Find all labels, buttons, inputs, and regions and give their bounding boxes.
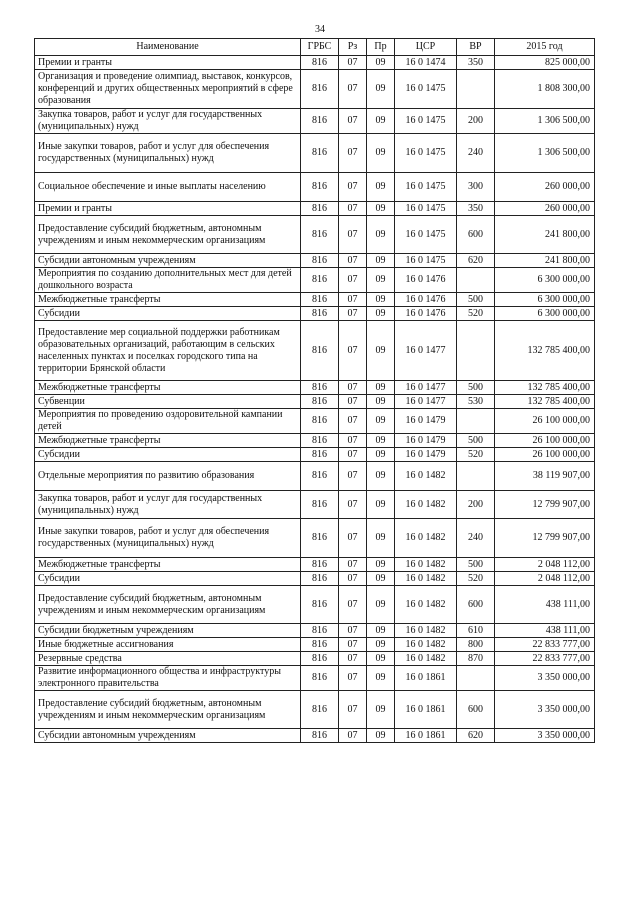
- cell-rz: 07: [339, 638, 367, 652]
- table-row: [35, 729, 595, 743]
- cell-vr: 350: [457, 56, 495, 70]
- cell-rz: 07: [339, 268, 367, 293]
- cell-pr: 09: [367, 462, 395, 491]
- cell-rz: 07: [339, 216, 367, 254]
- cell-csr: 16 0 1477: [395, 395, 457, 409]
- table-row: [35, 70, 595, 109]
- cell-csr: 16 0 1476: [395, 268, 457, 293]
- table-header-row: [35, 39, 595, 56]
- cell-name: Отдельные мероприятия по развитию образования: [35, 462, 301, 491]
- cell-name: Премии и гранты: [35, 202, 301, 216]
- cell-name: Предоставление субсидий бюджетным, автономным учреждениям и иным некоммерческим организациям: [35, 216, 301, 254]
- cell-csr: 16 0 1482: [395, 652, 457, 666]
- cell-grbs: 816: [301, 321, 339, 381]
- cell-vr: 240: [457, 519, 495, 558]
- header-year: 2015 год: [495, 39, 595, 56]
- cell-amount: 825 000,00: [495, 56, 595, 70]
- cell-rz: 07: [339, 729, 367, 743]
- table-row: [35, 624, 595, 638]
- cell-grbs: 816: [301, 666, 339, 691]
- cell-pr: 09: [367, 254, 395, 268]
- cell-rz: 07: [339, 173, 367, 202]
- cell-vr: [457, 409, 495, 434]
- table-row: [35, 268, 595, 293]
- cell-amount: 132 785 400,00: [495, 381, 595, 395]
- cell-csr: 16 0 1475: [395, 216, 457, 254]
- header-pr: Пр: [367, 39, 395, 56]
- cell-pr: 09: [367, 173, 395, 202]
- cell-amount: 26 100 000,00: [495, 409, 595, 434]
- cell-amount: 26 100 000,00: [495, 448, 595, 462]
- cell-pr: 09: [367, 293, 395, 307]
- cell-csr: 16 0 1474: [395, 56, 457, 70]
- cell-csr: 16 0 1475: [395, 134, 457, 173]
- cell-csr: 16 0 1475: [395, 173, 457, 202]
- cell-grbs: 816: [301, 558, 339, 572]
- cell-amount: 12 799 907,00: [495, 519, 595, 558]
- cell-name: Субсидии бюджетным учреждениям: [35, 624, 301, 638]
- table-row: [35, 202, 595, 216]
- cell-csr: 16 0 1861: [395, 729, 457, 743]
- cell-amount: 260 000,00: [495, 173, 595, 202]
- cell-rz: 07: [339, 321, 367, 381]
- cell-grbs: 816: [301, 691, 339, 729]
- cell-vr: 520: [457, 448, 495, 462]
- cell-rz: 07: [339, 558, 367, 572]
- cell-vr: 600: [457, 691, 495, 729]
- cell-csr: 16 0 1482: [395, 572, 457, 586]
- cell-rz: 07: [339, 395, 367, 409]
- cell-vr: 520: [457, 307, 495, 321]
- cell-amount: 3 350 000,00: [495, 691, 595, 729]
- cell-rz: 07: [339, 56, 367, 70]
- cell-pr: 09: [367, 109, 395, 134]
- cell-amount: 2 048 112,00: [495, 558, 595, 572]
- cell-name: Межбюджетные трансферты: [35, 558, 301, 572]
- cell-pr: 09: [367, 434, 395, 448]
- cell-csr: 16 0 1477: [395, 321, 457, 381]
- cell-csr: 16 0 1861: [395, 691, 457, 729]
- cell-vr: 500: [457, 293, 495, 307]
- cell-rz: 07: [339, 572, 367, 586]
- cell-vr: 530: [457, 395, 495, 409]
- cell-amount: 438 111,00: [495, 586, 595, 624]
- cell-grbs: 816: [301, 307, 339, 321]
- cell-name: Субсидии автономным учреждениям: [35, 254, 301, 268]
- cell-rz: 07: [339, 381, 367, 395]
- cell-rz: 07: [339, 202, 367, 216]
- cell-csr: 16 0 1477: [395, 381, 457, 395]
- cell-pr: 09: [367, 268, 395, 293]
- cell-pr: 09: [367, 307, 395, 321]
- cell-rz: 07: [339, 307, 367, 321]
- header-name: Наименование: [35, 39, 301, 56]
- table-row: [35, 254, 595, 268]
- cell-csr: 16 0 1479: [395, 434, 457, 448]
- cell-csr: 16 0 1861: [395, 666, 457, 691]
- cell-grbs: 816: [301, 491, 339, 519]
- cell-amount: 1 808 300,00: [495, 70, 595, 109]
- cell-grbs: 816: [301, 638, 339, 652]
- cell-rz: 07: [339, 254, 367, 268]
- table-row: [35, 572, 595, 586]
- cell-csr: 16 0 1475: [395, 109, 457, 134]
- cell-name: Мероприятия по проведению оздоровительной кампании детей: [35, 409, 301, 434]
- cell-pr: 09: [367, 395, 395, 409]
- cell-name: Иные бюджетные ассигнования: [35, 638, 301, 652]
- cell-csr: 16 0 1482: [395, 491, 457, 519]
- cell-amount: 1 306 500,00: [495, 109, 595, 134]
- cell-amount: 22 833 777,00: [495, 638, 595, 652]
- cell-vr: 610: [457, 624, 495, 638]
- cell-grbs: 816: [301, 56, 339, 70]
- cell-pr: 09: [367, 519, 395, 558]
- cell-csr: 16 0 1482: [395, 624, 457, 638]
- cell-rz: 07: [339, 462, 367, 491]
- cell-amount: 132 785 400,00: [495, 321, 595, 381]
- cell-grbs: 816: [301, 448, 339, 462]
- cell-pr: 09: [367, 216, 395, 254]
- cell-pr: 09: [367, 691, 395, 729]
- table-row: [35, 434, 595, 448]
- table-row: [35, 409, 595, 434]
- cell-amount: 12 799 907,00: [495, 491, 595, 519]
- cell-grbs: 816: [301, 395, 339, 409]
- cell-rz: 07: [339, 134, 367, 173]
- cell-pr: 09: [367, 381, 395, 395]
- cell-amount: 132 785 400,00: [495, 395, 595, 409]
- cell-name: Иные закупки товаров, работ и услуг для обеспечения государственных (муниципальных) нужд: [35, 519, 301, 558]
- cell-grbs: 816: [301, 519, 339, 558]
- cell-amount: 26 100 000,00: [495, 434, 595, 448]
- cell-pr: 09: [367, 638, 395, 652]
- cell-grbs: 816: [301, 462, 339, 491]
- cell-grbs: 816: [301, 729, 339, 743]
- cell-vr: 500: [457, 558, 495, 572]
- cell-vr: [457, 666, 495, 691]
- cell-rz: 07: [339, 109, 367, 134]
- cell-csr: 16 0 1482: [395, 462, 457, 491]
- cell-csr: 16 0 1475: [395, 254, 457, 268]
- cell-grbs: 816: [301, 409, 339, 434]
- cell-grbs: 816: [301, 381, 339, 395]
- cell-grbs: 816: [301, 268, 339, 293]
- cell-vr: 300: [457, 173, 495, 202]
- cell-name: Премии и гранты: [35, 56, 301, 70]
- cell-rz: 07: [339, 666, 367, 691]
- cell-vr: 600: [457, 586, 495, 624]
- table-row: [35, 462, 595, 491]
- table-row: [35, 307, 595, 321]
- cell-grbs: 816: [301, 586, 339, 624]
- cell-grbs: 816: [301, 134, 339, 173]
- cell-amount: 22 833 777,00: [495, 652, 595, 666]
- budget-table: [34, 38, 595, 743]
- table-row: [35, 652, 595, 666]
- table-row: [35, 519, 595, 558]
- cell-pr: 09: [367, 652, 395, 666]
- cell-amount: 2 048 112,00: [495, 572, 595, 586]
- cell-name: Предоставление субсидий бюджетным, автономным учреждениям и иным некоммерческим организациям: [35, 691, 301, 729]
- cell-csr: 16 0 1476: [395, 307, 457, 321]
- cell-amount: 6 300 000,00: [495, 307, 595, 321]
- cell-grbs: 816: [301, 254, 339, 268]
- cell-rz: 07: [339, 293, 367, 307]
- cell-grbs: 816: [301, 216, 339, 254]
- cell-amount: 1 306 500,00: [495, 134, 595, 173]
- cell-vr: 500: [457, 434, 495, 448]
- table-row: [35, 134, 595, 173]
- cell-amount: 260 000,00: [495, 202, 595, 216]
- cell-vr: 200: [457, 109, 495, 134]
- cell-csr: 16 0 1479: [395, 448, 457, 462]
- cell-amount: 241 800,00: [495, 254, 595, 268]
- cell-csr: 16 0 1476: [395, 293, 457, 307]
- cell-amount: 3 350 000,00: [495, 729, 595, 743]
- cell-name: Субвенции: [35, 395, 301, 409]
- cell-grbs: 816: [301, 109, 339, 134]
- cell-grbs: 816: [301, 652, 339, 666]
- cell-vr: 200: [457, 491, 495, 519]
- cell-csr: 16 0 1475: [395, 70, 457, 109]
- table-row: [35, 558, 595, 572]
- table-body: [35, 56, 595, 743]
- cell-rz: 07: [339, 624, 367, 638]
- cell-amount: 6 300 000,00: [495, 268, 595, 293]
- cell-pr: 09: [367, 448, 395, 462]
- table-row: [35, 109, 595, 134]
- cell-name: Организация и проведение олимпиад, выставок, конкурсов, конференций и других общественных мероприятий в сфере образования: [35, 70, 301, 109]
- cell-pr: 09: [367, 409, 395, 434]
- cell-name: Закупка товаров, работ и услуг для государственных (муниципальных) нужд: [35, 109, 301, 134]
- cell-rz: 07: [339, 519, 367, 558]
- cell-name: Мероприятия по созданию дополнительных мест для детей дошкольного возраста: [35, 268, 301, 293]
- cell-name: Предоставление субсидий бюджетным, автономным учреждениям и иным некоммерческим организациям: [35, 586, 301, 624]
- cell-name: Субсидии: [35, 572, 301, 586]
- cell-pr: 09: [367, 729, 395, 743]
- table-row: [35, 666, 595, 691]
- table-row: [35, 216, 595, 254]
- cell-csr: 16 0 1482: [395, 519, 457, 558]
- cell-grbs: 816: [301, 434, 339, 448]
- cell-amount: 3 350 000,00: [495, 666, 595, 691]
- cell-vr: 620: [457, 254, 495, 268]
- table-row: [35, 586, 595, 624]
- cell-vr: [457, 321, 495, 381]
- cell-pr: 09: [367, 134, 395, 173]
- cell-csr: 16 0 1475: [395, 202, 457, 216]
- cell-pr: 09: [367, 624, 395, 638]
- table-row: [35, 395, 595, 409]
- cell-rz: 07: [339, 70, 367, 109]
- table-row: [35, 381, 595, 395]
- cell-rz: 07: [339, 434, 367, 448]
- cell-grbs: 816: [301, 624, 339, 638]
- cell-csr: 16 0 1482: [395, 586, 457, 624]
- cell-vr: 350: [457, 202, 495, 216]
- cell-grbs: 816: [301, 70, 339, 109]
- table-row: [35, 491, 595, 519]
- cell-name: Предоставление мер социальной поддержки работникам образовательных организаций, работающим в сельских населенных пунктах и поселках городского типа на территории Брянской области: [35, 321, 301, 381]
- header-vr: ВР: [457, 39, 495, 56]
- cell-pr: 09: [367, 666, 395, 691]
- cell-pr: 09: [367, 56, 395, 70]
- cell-name: Закупка товаров, работ и услуг для государственных (муниципальных) нужд: [35, 491, 301, 519]
- cell-amount: 38 119 907,00: [495, 462, 595, 491]
- cell-name: Межбюджетные трансферты: [35, 381, 301, 395]
- cell-vr: [457, 462, 495, 491]
- cell-name: Межбюджетные трансферты: [35, 434, 301, 448]
- cell-name: Субсидии: [35, 448, 301, 462]
- cell-csr: 16 0 1479: [395, 409, 457, 434]
- cell-amount: 438 111,00: [495, 624, 595, 638]
- cell-pr: 09: [367, 558, 395, 572]
- cell-pr: 09: [367, 491, 395, 519]
- cell-csr: 16 0 1482: [395, 558, 457, 572]
- table-row: [35, 638, 595, 652]
- cell-vr: 520: [457, 572, 495, 586]
- cell-pr: 09: [367, 586, 395, 624]
- table-row: [35, 56, 595, 70]
- cell-rz: 07: [339, 491, 367, 519]
- cell-name: Межбюджетные трансферты: [35, 293, 301, 307]
- cell-name: Иные закупки товаров, работ и услуг для обеспечения государственных (муниципальных) нужд: [35, 134, 301, 173]
- cell-name: Субсидии автономным учреждениям: [35, 729, 301, 743]
- header-csr: ЦСР: [395, 39, 457, 56]
- page-number: 34: [315, 24, 325, 35]
- cell-rz: 07: [339, 448, 367, 462]
- cell-name: Развитие информационного общества и инфраструктуры электронного правительства: [35, 666, 301, 691]
- cell-vr: 600: [457, 216, 495, 254]
- cell-vr: 240: [457, 134, 495, 173]
- cell-amount: 6 300 000,00: [495, 293, 595, 307]
- cell-pr: 09: [367, 70, 395, 109]
- cell-grbs: 816: [301, 293, 339, 307]
- cell-rz: 07: [339, 691, 367, 729]
- header-rz: Рз: [339, 39, 367, 56]
- cell-pr: 09: [367, 321, 395, 381]
- cell-vr: [457, 268, 495, 293]
- cell-rz: 07: [339, 586, 367, 624]
- cell-pr: 09: [367, 202, 395, 216]
- cell-vr: [457, 70, 495, 109]
- cell-csr: 16 0 1482: [395, 638, 457, 652]
- cell-vr: 620: [457, 729, 495, 743]
- table-row: [35, 293, 595, 307]
- table-row: [35, 691, 595, 729]
- cell-grbs: 816: [301, 173, 339, 202]
- cell-pr: 09: [367, 572, 395, 586]
- cell-rz: 07: [339, 652, 367, 666]
- cell-name: Субсидии: [35, 307, 301, 321]
- cell-grbs: 816: [301, 202, 339, 216]
- cell-name: Социальное обеспечение и иные выплаты населению: [35, 173, 301, 202]
- cell-vr: 870: [457, 652, 495, 666]
- cell-name: Резервные средства: [35, 652, 301, 666]
- cell-rz: 07: [339, 409, 367, 434]
- table-row: [35, 448, 595, 462]
- table-row: [35, 173, 595, 202]
- header-grbs: ГРБС: [301, 39, 339, 56]
- cell-amount: 241 800,00: [495, 216, 595, 254]
- cell-vr: 800: [457, 638, 495, 652]
- cell-grbs: 816: [301, 572, 339, 586]
- cell-vr: 500: [457, 381, 495, 395]
- table-row: [35, 321, 595, 381]
